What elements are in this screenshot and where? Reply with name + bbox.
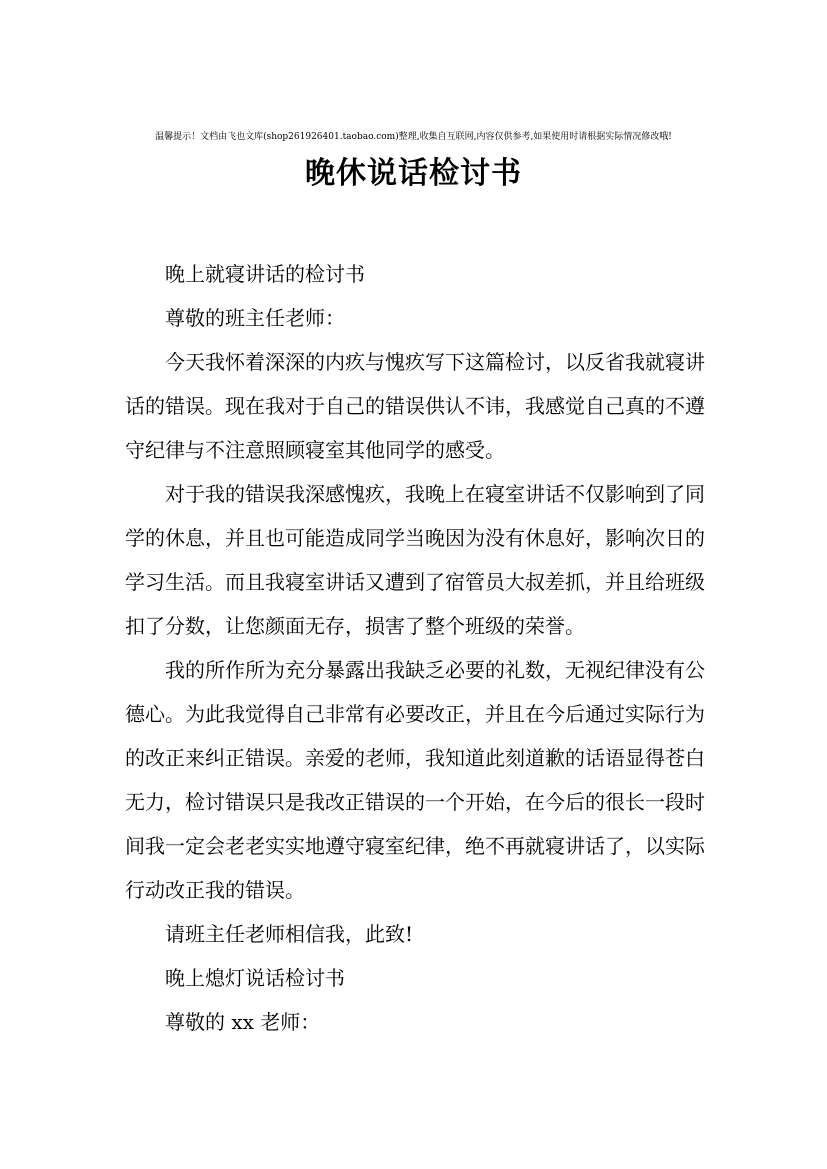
paragraph: 我的所作所为充分暴露出我缺乏必要的礼数，无视纪律没有公德心。为此我觉得自己非常有必要改正，并且在今后通过实际行为的改正来纠正错误。亲爱的老师，我知道此刻道歉的话语显得苍白无力，检讨错误只是我改正错误的一个开始，在今后的很长一段时间我一定会老老实实地遵守寝室纪律，绝不再就寝讲话了，以实际行动改正我的错误。 xyxy=(125,658,705,902)
document-body xyxy=(125,252,705,1044)
paragraph-closing: 请班主任老师相信我，此致! xyxy=(165,922,414,946)
paragraph-salutation: 尊敬的班主任老师： xyxy=(165,306,345,330)
header-notice: 温馨提示！文档由飞也文库(shop261926401.taobao.com)整理,收集自互联网,内容仅供参考,如果使用时请根据实际情况修改哦! xyxy=(155,132,672,142)
document-title: 晚休说话检讨书 xyxy=(305,156,522,191)
paragraph: 今天我怀着深深的内疚与愧疚写下这篇检讨，以反省我就寝讲话的错误。现在我对于自己的错误供认不讳，我感觉自己真的不遵守纪律与不注意照顾寝室其他同学的感受。 xyxy=(125,350,705,462)
paragraph-subtitle: 晚上熄灯说话检讨书 xyxy=(165,966,345,990)
paragraph-subtitle: 晚上就寝讲话的检讨书 xyxy=(165,262,365,286)
paragraph-salutation: 尊敬的 xx 老师： xyxy=(165,1010,321,1034)
paragraph: 对于我的错误我深感愧疚，我晚上在寝室讲话不仅影响到了同学的休息，并且也可能造成同学当晚因为没有休息好，影响次日的学习生活。而且我寝室讲话又遭到了宿管员大叔差抓，并且给班级扣了分数，让您颜面无存，损害了整个班级的荣誉。 xyxy=(125,482,705,638)
